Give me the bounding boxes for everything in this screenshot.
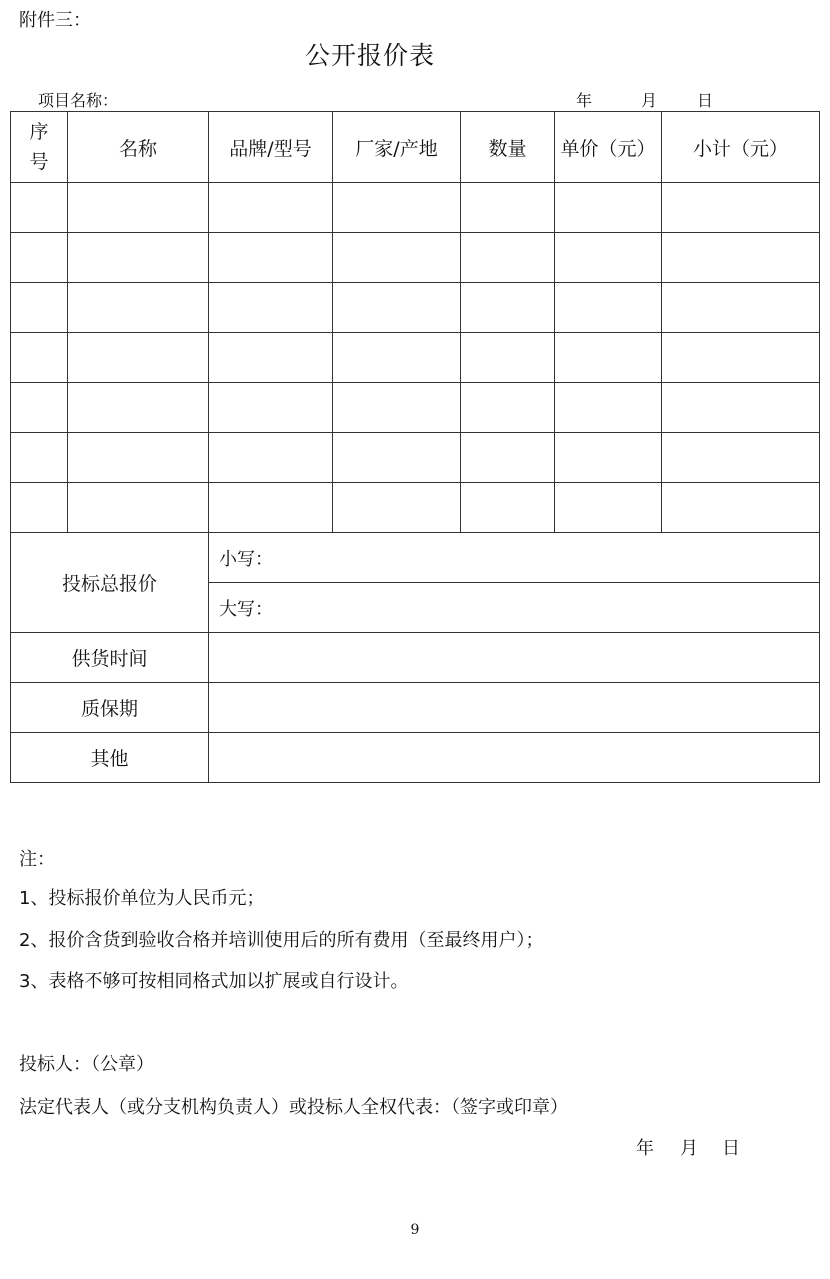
cell-name[interactable] xyxy=(68,383,209,433)
cell-subtotal[interactable] xyxy=(662,183,820,233)
signature-day-label: 日 xyxy=(722,1138,740,1159)
warranty-row xyxy=(11,683,820,733)
cell-seq[interactable] xyxy=(11,183,68,233)
other-row xyxy=(11,733,820,783)
cell-manufacturer[interactable] xyxy=(333,233,461,283)
col-header-quantity: 数量 xyxy=(461,112,555,183)
delivery-time-field[interactable] xyxy=(209,633,820,683)
col-header-unit-price: 单价（元） xyxy=(555,112,662,183)
notes-heading: 注： xyxy=(19,849,55,870)
bidder-seal-label: 投标人：（公章） xyxy=(19,1054,154,1075)
cell-seq[interactable] xyxy=(11,433,68,483)
date-day-label: 日 xyxy=(697,91,714,110)
cell-quantity[interactable] xyxy=(461,333,555,383)
table-header-row xyxy=(11,112,820,183)
cell-unit-price[interactable] xyxy=(555,183,662,233)
cell-seq[interactable] xyxy=(11,233,68,283)
cell-seq[interactable] xyxy=(11,383,68,433)
table-row xyxy=(11,483,820,533)
attachment-label: 附件三： xyxy=(19,10,91,31)
cell-name[interactable] xyxy=(68,183,209,233)
cell-unit-price[interactable] xyxy=(555,283,662,333)
cell-subtotal[interactable] xyxy=(662,383,820,433)
table-row xyxy=(11,333,820,383)
cell-brand-model[interactable] xyxy=(209,483,333,533)
note-item: 2、报价含货到验收合格并培训使用后的所有费用（至最终用户）； xyxy=(19,930,544,951)
cell-manufacturer[interactable] xyxy=(333,483,461,533)
warranty-label: 质保期 xyxy=(11,683,209,733)
cell-quantity[interactable] xyxy=(461,183,555,233)
cell-name[interactable] xyxy=(68,283,209,333)
seq-header-char: 序 xyxy=(29,121,49,143)
cell-unit-price[interactable] xyxy=(555,233,662,283)
cell-manufacturer[interactable] xyxy=(333,383,461,433)
cell-subtotal[interactable] xyxy=(662,233,820,283)
table-row xyxy=(11,183,820,233)
project-name-label: 项目名称： xyxy=(38,91,119,110)
cell-manufacturer[interactable] xyxy=(333,183,461,233)
date-month-label: 月 xyxy=(641,91,658,110)
col-header-seq xyxy=(11,112,68,183)
col-header-manufacturer: 厂家/产地 xyxy=(333,112,461,183)
cell-name[interactable] xyxy=(68,333,209,383)
cell-subtotal[interactable] xyxy=(662,333,820,383)
table-row xyxy=(11,233,820,283)
table-row xyxy=(11,433,820,483)
representative-signature-label: 法定代表人（或分支机构负责人）或投标人全权代表：（签字或印章） xyxy=(19,1097,568,1118)
warranty-field[interactable] xyxy=(209,683,820,733)
cell-quantity[interactable] xyxy=(461,233,555,283)
col-header-name: 名称 xyxy=(68,112,209,183)
cell-name[interactable] xyxy=(68,233,209,283)
cell-brand-model[interactable] xyxy=(209,433,333,483)
delivery-time-row xyxy=(11,633,820,683)
cell-brand-model[interactable] xyxy=(209,333,333,383)
other-field[interactable] xyxy=(209,733,820,783)
cell-subtotal[interactable] xyxy=(662,483,820,533)
cell-unit-price[interactable] xyxy=(555,383,662,433)
cell-manufacturer[interactable] xyxy=(333,333,461,383)
cell-unit-price[interactable] xyxy=(555,333,662,383)
cell-name[interactable] xyxy=(68,433,209,483)
cell-quantity[interactable] xyxy=(461,383,555,433)
cell-brand-model[interactable] xyxy=(209,233,333,283)
cell-subtotal[interactable] xyxy=(662,433,820,483)
note-item: 3、表格不够可按相同格式加以扩展或自行设计。 xyxy=(19,971,409,992)
total-price-row xyxy=(11,533,820,583)
cell-brand-model[interactable] xyxy=(209,383,333,433)
lowercase-amount-field[interactable]: 小写： xyxy=(209,533,820,583)
note-item: 1、投标报价单位为人民币元； xyxy=(19,888,265,909)
table-row xyxy=(11,383,820,433)
cell-quantity[interactable] xyxy=(461,483,555,533)
cell-quantity[interactable] xyxy=(461,283,555,333)
cell-seq[interactable] xyxy=(11,483,68,533)
delivery-time-label: 供货时间 xyxy=(11,633,209,683)
other-label: 其他 xyxy=(11,733,209,783)
cell-manufacturer[interactable] xyxy=(333,433,461,483)
date-year-label: 年 xyxy=(576,91,593,110)
cell-subtotal[interactable] xyxy=(662,283,820,333)
quote-table xyxy=(10,111,820,783)
col-header-brand-model: 品牌/型号 xyxy=(209,112,333,183)
total-price-label: 投标总报价 xyxy=(11,533,209,633)
cell-brand-model[interactable] xyxy=(209,183,333,233)
cell-seq[interactable] xyxy=(11,283,68,333)
cell-brand-model[interactable] xyxy=(209,283,333,333)
signature-month-label: 月 xyxy=(680,1138,698,1159)
cell-unit-price[interactable] xyxy=(555,483,662,533)
uppercase-amount-field[interactable]: 大写： xyxy=(209,583,820,633)
page-title: 公开报价表 xyxy=(304,41,435,70)
cell-unit-price[interactable] xyxy=(555,433,662,483)
table-row xyxy=(11,283,820,333)
seq-header-char: 号 xyxy=(29,151,49,173)
page-number: 9 xyxy=(410,1222,420,1238)
cell-quantity[interactable] xyxy=(461,433,555,483)
signature-year-label: 年 xyxy=(636,1138,654,1159)
cell-seq[interactable] xyxy=(11,333,68,383)
col-header-subtotal: 小计（元） xyxy=(662,112,820,183)
cell-name[interactable] xyxy=(68,483,209,533)
cell-manufacturer[interactable] xyxy=(333,283,461,333)
